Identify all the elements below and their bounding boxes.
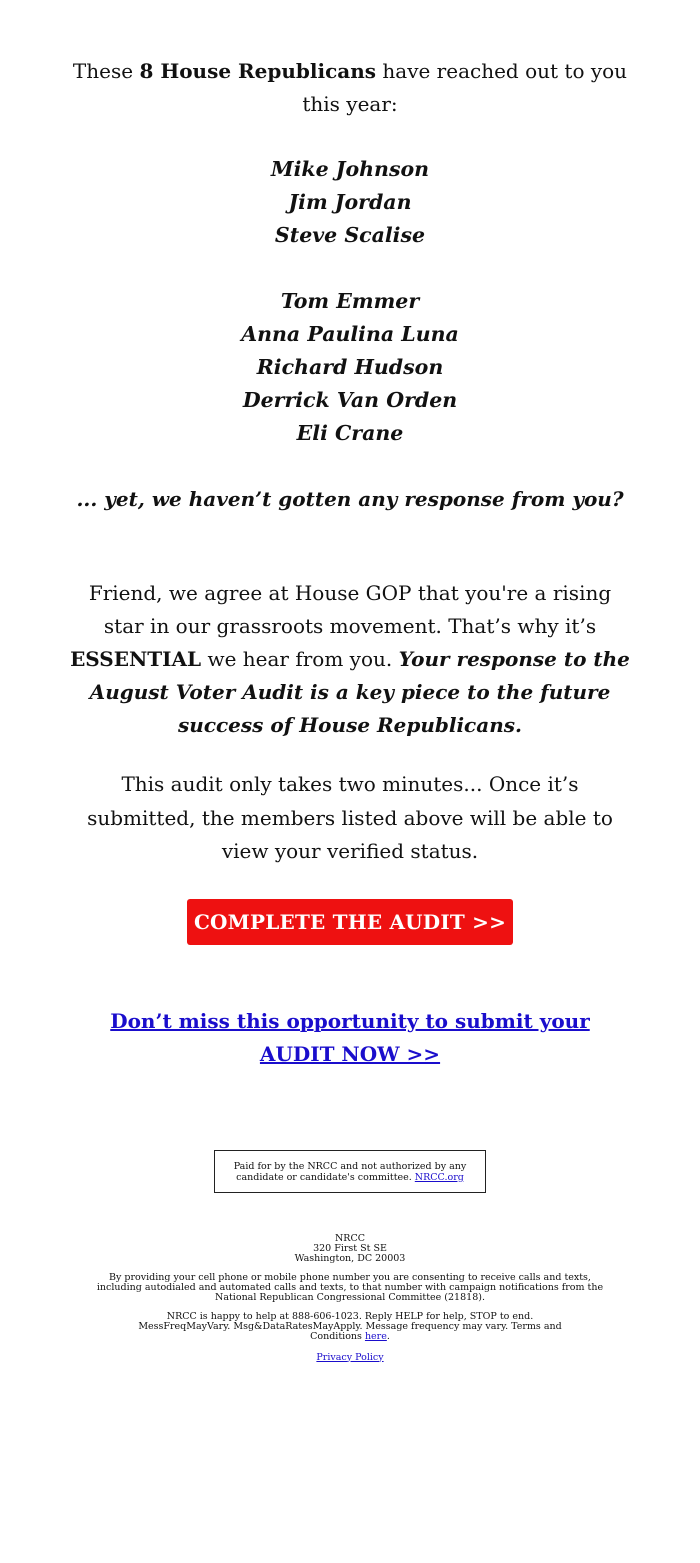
name-item: Anna Paulina Luna [241,322,459,346]
submit-audit-link[interactable]: Don’t miss this opportunity to submit your AUDIT NOW >> [110,1008,590,1066]
footer-street: 320 First St SE [313,1242,387,1254]
footer-org: NRCC [334,1232,365,1244]
body-paragraph-1 [70,577,630,742]
footer-help [120,1312,580,1342]
body1-strong: ESSENTIAL [70,647,202,671]
footer-help-end: . [386,1330,390,1342]
name-item: Eli Crane [296,421,404,445]
privacy-policy-link[interactable]: Privacy Policy [316,1351,384,1363]
intro-text [70,55,630,121]
footer-privacy [70,1353,630,1363]
footer-consent: By providing your cell phone or mobile phone number you are consenting to receive calls and texts, including autodialed and automated calls and texts, to that number with campaign notifications from the National Republican Congressional Committee (21818). [96,1271,604,1303]
body-paragraph-2: This audit only takes two minutes... Once it’s submitted, the members listed above will be able to view your verified status. [87,772,613,863]
body1-emphasis: Your response to the August Voter Audit is a key piece to the future success of House Republicans. [89,647,630,737]
name-item: Mike Johnson [270,157,430,181]
footer-address [70,1234,630,1264]
paid-for-disclaimer [214,1150,486,1193]
name-item: Steve Scalise [274,223,426,247]
names-group-2 [70,285,630,450]
paid-for-text: Paid for by the NRCC and not authorized by any candidate or candidate's committee. [233,1160,467,1183]
name-item: Tom Emmer [280,289,420,313]
tagline: ... yet, we haven’t gotten any response from you? [76,487,624,511]
intro-suffix: have reached out to you this year: [302,59,628,116]
names-group-1 [70,153,630,252]
footer-help-text: NRCC is happy to help at 888-606-1023. Reply HELP for help, STOP to end. MessFreqMayVary. Msg&DataRatesMayApply. Message frequency may vary. Terms and Conditions [138,1310,562,1342]
complete-audit-button[interactable]: COMPLETE THE AUDIT >> [187,899,513,945]
name-item: Jim Jordan [288,190,412,214]
cta-link-wrap [70,1005,630,1071]
name-item: Richard Hudson [256,355,444,379]
intro-highlight: 8 House Republicans [139,59,377,83]
cta-wrap [70,899,630,945]
body1-text-a: Friend, we agree at House GOP that you're a rising star in our grassroots movement. That’s why it’s [88,581,612,638]
intro-prefix: These [72,59,140,83]
footer-city: Washington, DC 20003 [294,1252,406,1264]
nrcc-link[interactable]: NRCC.org [414,1171,464,1183]
email-body [70,0,630,1363]
name-item: Derrick Van Orden [242,388,458,412]
footer [70,1234,630,1363]
terms-link[interactable]: here [364,1330,387,1342]
body1-text-b: we hear from you. [201,647,399,671]
